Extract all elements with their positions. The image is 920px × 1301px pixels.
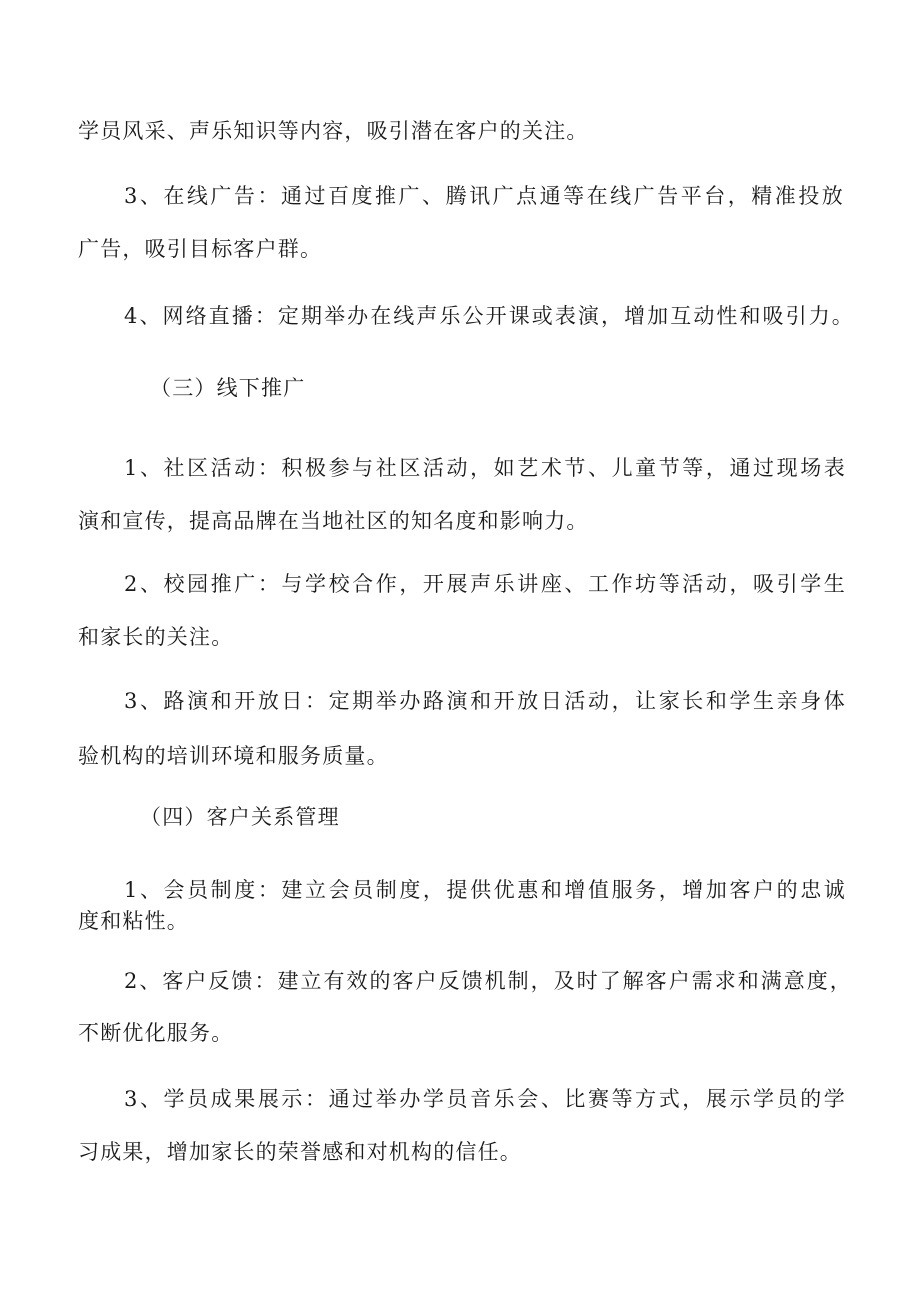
paragraph-line: 学员风采、声乐知识等内容，吸引潜在客户的关注。 [78, 119, 589, 143]
paragraph-line: 1、会员制度：建立会员制度，提供优惠和增值服务，增加客户的忠诚 [124, 878, 846, 902]
paragraph-line: 不断优化服务。 [78, 1021, 234, 1045]
paragraph-line: 3、学员成果展示：通过举办学员音乐会、比赛等方式，展示学员的学 [124, 1087, 846, 1111]
paragraph-line: 2、校园推广：与学校合作，开展声乐讲座、工作坊等活动，吸引学生 [124, 572, 846, 596]
paragraph-line: 度和粘性。 [78, 909, 189, 933]
paragraph-line: 3、路演和开放日：定期举办路演和开放日活动，让家长和学生亲身体 [124, 689, 846, 713]
paragraph-line: 习成果，增加家长的荣誉感和对机构的信任。 [78, 1140, 522, 1164]
paragraph-line: 3、在线广告：通过百度推广、腾讯广点通等在线广告平台，精准投放 [124, 184, 844, 208]
paragraph-line: 和家长的关注。 [78, 625, 234, 649]
paragraph-line: 验机构的培训环境和服务质量。 [78, 744, 389, 768]
section-heading: （四）客户关系管理 [140, 805, 340, 829]
paragraph-line: 演和宣传，提高品牌在当地社区的知名度和影响力。 [78, 509, 589, 533]
section-heading: （三）线下推广 [150, 376, 306, 400]
paragraph-line: 2、客户反馈：建立有效的客户反馈机制，及时了解客户需求和满意度， [124, 969, 852, 993]
paragraph-line: 4、网络直播：定期举办在线声乐公开课或表演，增加互动性和吸引力。 [124, 304, 854, 328]
paragraph-line: 1、社区活动：积极参与社区活动，如艺术节、儿童节等，通过现场表 [124, 456, 846, 480]
paragraph-line: 广告，吸引目标客户群。 [78, 237, 323, 261]
